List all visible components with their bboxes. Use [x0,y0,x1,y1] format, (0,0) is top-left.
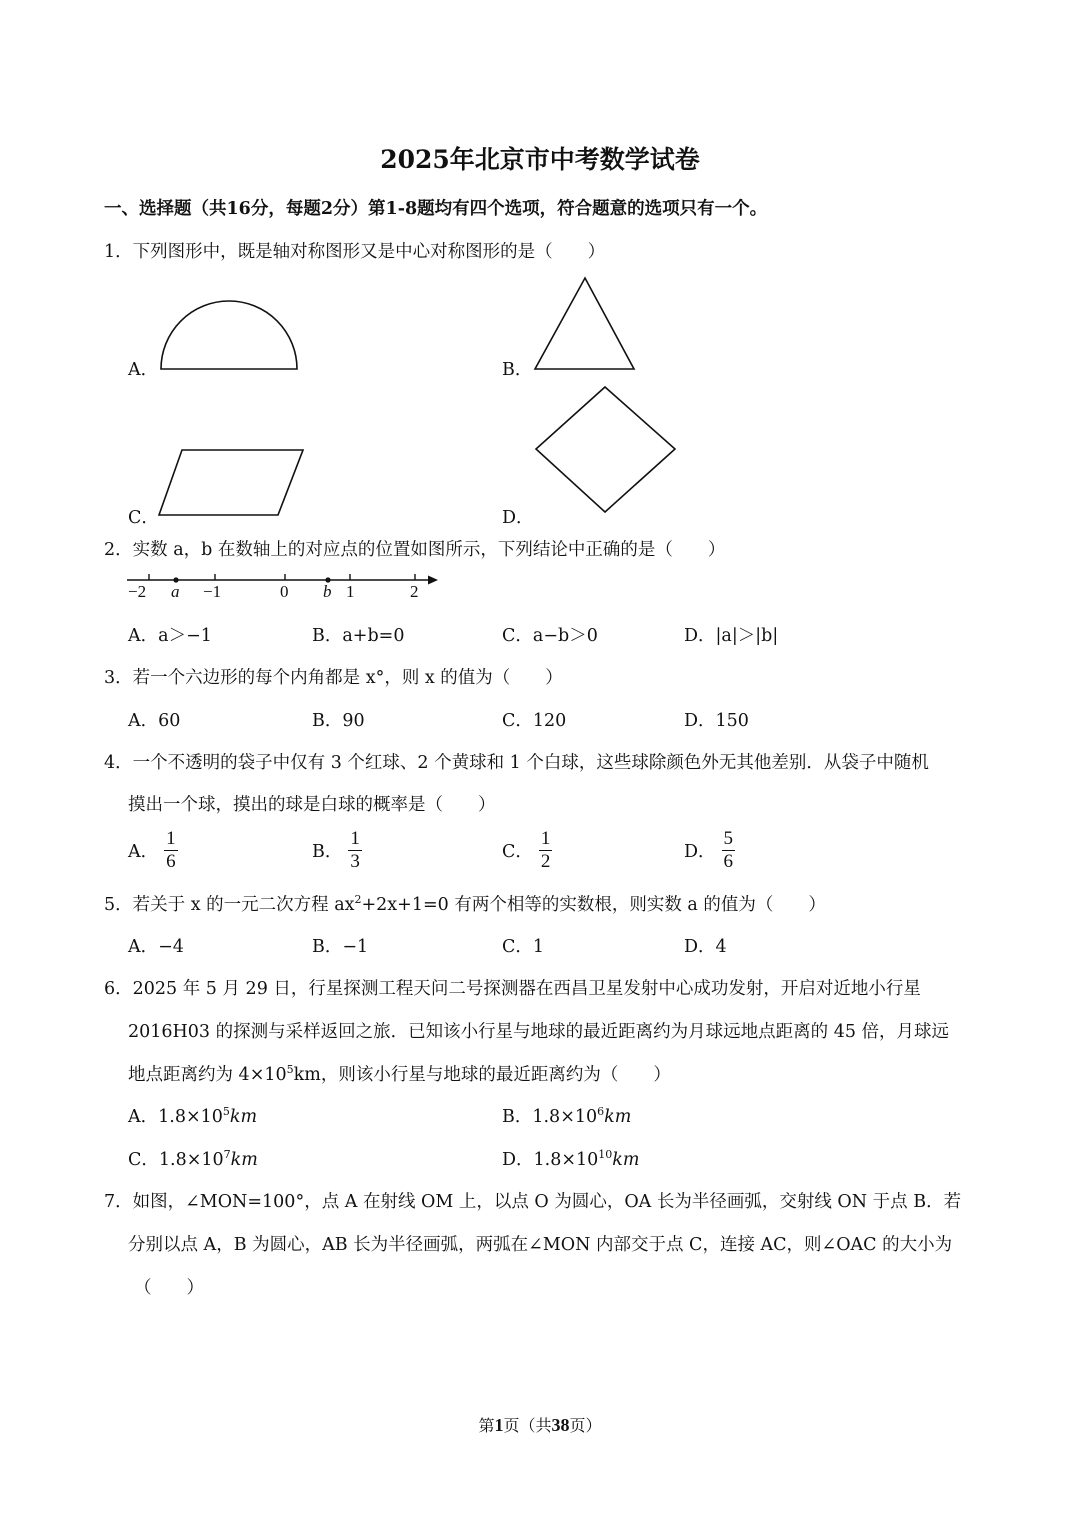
fraction [164,828,178,873]
triangle-figure [533,276,637,372]
axis-label-2: 2 [410,582,419,601]
semicircle-figure [160,300,300,372]
question-5-stem [104,891,826,916]
question-7-stem-line-3: （ ） [134,1278,204,1298]
question-7-stem-line-2: 分别以点 A，B 为圆心，AB 长为半径画弧，两弧在∠MON 内部交于点 C，连接 AC，则∠OAC 的大小为 [128,1235,953,1255]
square-diamond-figure [534,385,678,515]
fraction [722,828,736,873]
numerator: 1 [166,828,176,849]
question-1-stem: 1．下列图形中，既是轴对称图形又是中心对称图形的是（ ） [104,242,606,262]
exponent: 10 [598,1148,613,1162]
question-2-stem: 2．实数 a，b 在数轴上的对应点的位置如图所示，下列结论中正确的是（ ） [104,540,726,560]
option-text: A．1.8×10 [128,1107,223,1127]
question-6-option-a [128,1103,257,1128]
exponent: 2 [354,893,362,907]
question-2-option-d: D．|a|＞|b| [684,626,779,646]
stem-text: +2x+1=0 有两个相等的实数根，则实数 a 的值为（ ） [361,895,826,915]
page-title: 2025年北京市中考数学试卷 [380,145,700,174]
axis-label-minus-1: −1 [203,582,222,601]
question-3-option-c: C．120 [502,711,567,731]
section-heading: 一、选择题（共16分，每题2分）第1-8题均有四个选项，符合题意的选项只有一个。 [104,199,768,219]
semicircle-shape [161,301,297,369]
option-label: C． [502,842,533,862]
question-1-option-a: A． [128,360,159,380]
axis-label-minus-2: −2 [128,582,147,601]
question-4-stem-line-2: 摸出一个球，摸出的球是白球的概率是（ ） [128,795,496,815]
denominator: 3 [350,851,360,872]
question-3-stem: 3．若一个六边形的每个内角都是 x°，则 x 的值为（ ） [104,668,563,688]
number-line-arrow [428,576,438,585]
numerator: 5 [723,828,734,849]
question-4-option-c [502,828,552,873]
page-footer [0,1413,1080,1436]
question-1-option-c: C． [128,508,159,528]
page-number: 1 [494,1415,504,1435]
axis-label-0: 0 [280,582,289,601]
footer-text: 第 [478,1416,495,1435]
question-6-stem-line-3 [128,1061,671,1086]
question-4-option-d [684,828,735,873]
question-5-option-b: B．−1 [312,937,369,957]
option-label: B． [312,842,343,862]
numerator: 1 [350,828,360,849]
axis-label-1: 1 [346,582,355,601]
numerator: 1 [540,828,551,849]
exponent: 6 [597,1105,605,1119]
diamond-shape [536,387,675,512]
axis-label-a: a [171,582,180,601]
question-5-option-a: A．−4 [128,937,184,957]
question-6-stem-line-2: 2016H03 的探测与采样返回之旅．已知该小行星与地球的最近距离约为月球远地点距离的 45 倍，月球远 [128,1022,950,1042]
question-6-stem-line-1: 6．2025 年 5 月 29 日，行星探测工程天问二号探测器在西昌卫星发射中心成功发射，开启对近地小行星 [104,979,921,999]
question-6-option-c [128,1146,258,1171]
exponent: 7 [223,1148,231,1162]
denominator: 6 [723,851,734,872]
axis-label-b: b [323,582,332,601]
question-5-option-c: C．1 [502,937,545,957]
footer-text: 页（共 [503,1416,552,1435]
question-1-option-b: B． [502,360,533,380]
option-label: A． [128,842,159,862]
question-2-option-b: B．a+b=0 [312,626,405,646]
footer-text: 页） [569,1416,602,1435]
unit: km [604,1107,632,1127]
stem-text: km，则该小行星与地球的最近距离约为（ ） [293,1065,671,1085]
fraction [348,828,362,873]
option-text: C．1.8×10 [128,1150,224,1170]
unit: km [230,1150,258,1170]
fraction [539,828,553,873]
question-3-option-a: A．60 [128,711,181,731]
stem-text: 5．若关于 x 的一元二次方程 ax [104,895,355,915]
denominator: 6 [166,851,176,872]
question-6-option-b [502,1103,631,1128]
question-4-stem-line-1: 4．一个不透明的袋子中仅有 3 个红球、2 个黄球和 1 个白球，这些球除颜色外无其他差别．从袋子中随机 [104,753,929,773]
page-total: 38 [551,1415,570,1435]
triangle-shape [535,278,634,369]
question-3-option-b: B．90 [312,711,365,731]
question-4-option-a [128,828,178,873]
stem-text: 地点距离约为 4×10 [128,1065,287,1085]
parallelogram-shape [159,450,303,515]
question-2-option-c: C．a−b＞0 [502,626,598,646]
question-3-option-d: D．150 [684,711,749,731]
question-6-option-d [502,1146,640,1171]
option-label: D． [684,842,716,862]
denominator: 2 [540,851,551,872]
exponent: 5 [222,1105,230,1119]
question-4-option-b [312,828,362,873]
question-7-stem-line-1: 7．如图，∠MON=100°，点 A 在射线 OM 上，以点 O 为圆心，OA 长为半径画弧，交射线 ON 于点 B．若 [104,1192,962,1212]
question-5-option-d: D．4 [684,937,727,957]
parallelogram-figure [157,448,307,518]
unit: km [612,1150,640,1170]
question-2-option-a: A．a＞−1 [128,626,212,646]
option-text: D．1.8×10 [502,1150,599,1170]
question-1-option-d: D． [502,508,534,528]
exponent: 5 [286,1063,294,1077]
option-text: B．1.8×10 [502,1107,598,1127]
unit: km [229,1107,258,1127]
